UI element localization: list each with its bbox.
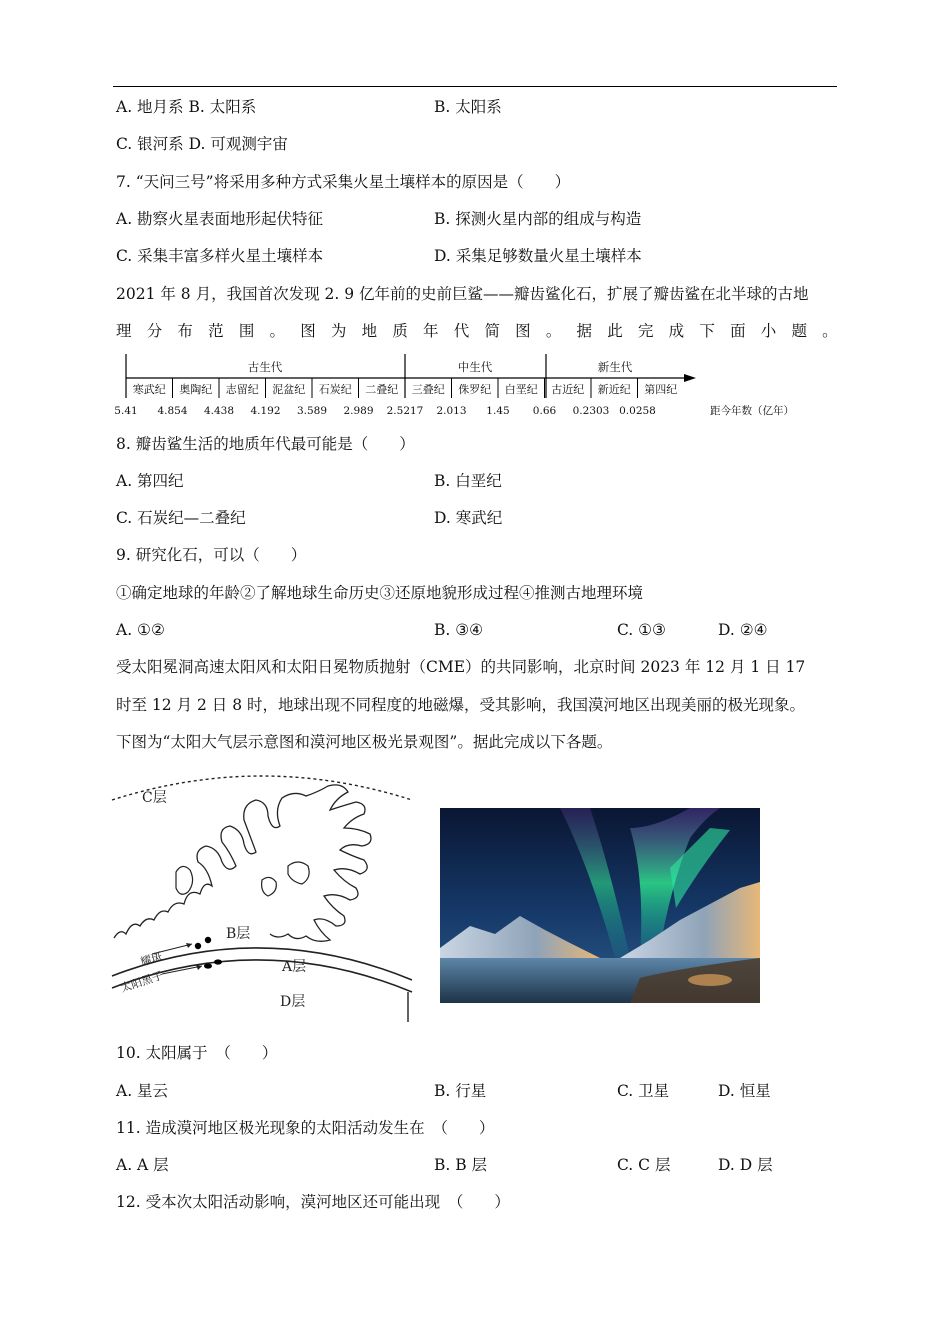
prominence-loop bbox=[288, 862, 309, 884]
q9-option-d: D. ②④ bbox=[718, 621, 768, 639]
prominence-loop bbox=[176, 866, 193, 894]
q11-option-b: B. B 层 bbox=[434, 1156, 488, 1174]
q12-stem: 12. 受本次太阳活动影响，漠河地区还可能出现 （ ） bbox=[116, 1193, 510, 1211]
q7-option-a: A. 勘察火星表面地形起伏特征 bbox=[116, 210, 324, 228]
passage1-line2-char: 代 bbox=[453, 322, 470, 340]
q10-option-a: A. 星云 bbox=[116, 1082, 169, 1100]
period-label: 石炭纪 bbox=[318, 383, 352, 396]
q10-option-b: B. 行星 bbox=[434, 1082, 487, 1100]
boundary-age-label: 5.41 bbox=[114, 405, 138, 417]
era-cenozoic: 新生代 bbox=[597, 360, 633, 374]
geologic-timeline bbox=[112, 352, 794, 420]
boundary-age-label: 4.192 bbox=[250, 405, 281, 417]
q9-stem: 9. 研究化石，可以（ ） bbox=[116, 546, 307, 564]
passage1-line2-char: 年 bbox=[423, 322, 439, 340]
q9-option-b: B. ③④ bbox=[434, 621, 484, 639]
boundary-age-label: 0.0258 bbox=[619, 405, 656, 417]
q9-option-c: C. ①③ bbox=[617, 621, 666, 639]
q9-items: ①确定地球的年龄②了解地球生命历史③还原地貌形成过程④推测古地理环境 bbox=[116, 584, 644, 602]
boundary-age-label: 4.854 bbox=[157, 405, 188, 417]
mohe-aurora-photo bbox=[440, 808, 760, 1003]
boundary-age-label: 2.5217 bbox=[386, 405, 424, 417]
label-a-layer: A层 bbox=[282, 959, 307, 975]
passage1-line2-char: 简 bbox=[484, 322, 500, 340]
passage1-line2-char: 小 bbox=[760, 322, 777, 340]
q9-option-a: A. ①② bbox=[116, 621, 165, 639]
q7-option-c: C. 采集丰富多样火星土壤样本 bbox=[116, 247, 324, 265]
sunspot-dot bbox=[204, 963, 212, 968]
q8-option-d: D. 寒武纪 bbox=[434, 509, 503, 527]
q6-option-line2: C. 银河系 D. 可观测宇宙 bbox=[116, 135, 288, 153]
q11-stem: 11. 造成漠河地区极光现象的太阳活动发生在 （ ） bbox=[116, 1119, 495, 1137]
era-paleozoic: 古生代 bbox=[247, 360, 283, 374]
passage1-line2-char: 为 bbox=[330, 322, 347, 340]
q8-option-c: C. 石炭纪—二叠纪 bbox=[116, 509, 246, 527]
boundary-age-label: 1.45 bbox=[486, 405, 510, 417]
boundary-age-label: 2.989 bbox=[343, 405, 374, 417]
label-sunspot: 太阳黑子 bbox=[118, 968, 165, 995]
passage1-line2-char: 围 bbox=[238, 322, 255, 340]
label-c-layer: C层 bbox=[142, 790, 167, 806]
passage1-line2 bbox=[116, 321, 838, 341]
period-label: 新近纪 bbox=[597, 383, 631, 396]
flare-dot bbox=[205, 937, 211, 943]
prominence-loop bbox=[262, 877, 277, 896]
sunspot-dot bbox=[214, 959, 222, 964]
passage1-line2-char: 。 bbox=[269, 322, 286, 340]
boundary-age-label: 0.66 bbox=[532, 405, 557, 417]
period-label: 志留纪 bbox=[225, 383, 259, 396]
passage1-line2-char: 。 bbox=[822, 322, 838, 340]
q7-stem: 7. “天问三号”将采用多种方式采集火星土壤样本的原因是（ ） bbox=[116, 173, 571, 191]
passage1-line2-char: 地 bbox=[361, 322, 378, 340]
boundary-age-label: 2.013 bbox=[436, 405, 467, 417]
period-label: 寒武纪 bbox=[132, 383, 166, 396]
period-label: 泥盆纪 bbox=[272, 383, 306, 396]
q6-option-b: B. 太阳系 bbox=[434, 98, 502, 116]
q10-option-d: D. 恒星 bbox=[718, 1082, 771, 1100]
passage1-line2-char: 此 bbox=[607, 322, 623, 340]
q11-option-d: D. D 层 bbox=[718, 1156, 773, 1174]
q8-stem: 8. 瓣齿鲨生活的地质年代最可能是（ ） bbox=[116, 435, 415, 453]
passage1-line2-char: 面 bbox=[730, 322, 746, 340]
q7-option-d: D. 采集足够数量火星土壤样本 bbox=[434, 247, 642, 265]
flare-dot bbox=[195, 943, 201, 949]
period-label: 三叠纪 bbox=[411, 383, 445, 396]
q10-option-c: C. 卫星 bbox=[617, 1082, 670, 1100]
q7-option-b: B. 探测火星内部的组成与构造 bbox=[434, 210, 642, 228]
timeline-arrow-icon bbox=[684, 374, 696, 382]
solar-atmosphere-diagram bbox=[112, 770, 417, 1026]
boundary-age-label: 4.438 bbox=[203, 405, 235, 417]
passage1-line2-char: 据 bbox=[576, 322, 593, 340]
period-label: 古近纪 bbox=[551, 383, 585, 396]
q8-option-a: A. 第四纪 bbox=[116, 472, 184, 490]
passage1-line1: 2021 年 8 月，我国首次发现 2. 9 亿年前的史前巨鲨——瓣齿鲨化石，扩展了瓣齿鲨在北半球的古地 bbox=[116, 285, 809, 303]
chromosphere-prominences bbox=[114, 785, 371, 941]
period-label: 二叠纪 bbox=[365, 383, 399, 396]
passage1-line2-char: 分 bbox=[146, 322, 163, 340]
label-d-layer: D层 bbox=[280, 994, 306, 1010]
q11-option-a: A. A 层 bbox=[116, 1156, 169, 1174]
passage1-line2-char: 。 bbox=[545, 322, 562, 340]
passage1-line2-char: 范 bbox=[208, 322, 224, 340]
passage1-line2-char: 理 bbox=[116, 322, 132, 340]
q10-stem: 10. 太阳属于 （ ） bbox=[116, 1044, 278, 1062]
shore-rocks bbox=[688, 974, 732, 986]
q6-option-line1: A. 地月系 B. 太阳系 bbox=[116, 98, 257, 116]
period-label: 侏罗纪 bbox=[458, 383, 492, 396]
passage1-line2-char: 图 bbox=[300, 322, 316, 340]
passage2-line3: 下图为“太阳大气层示意图和漠河地区极光景观图”。据此完成以下各题。 bbox=[116, 733, 613, 751]
passage1-line2-char: 成 bbox=[668, 322, 685, 340]
boundary-age-label: 0.2303 bbox=[572, 405, 610, 417]
passage1-line2-char: 下 bbox=[699, 322, 715, 340]
header-rule bbox=[113, 86, 837, 87]
passage2-line2: 时至 12 月 2 日 8 时，地球出现不同程度的地磁爆，受其影响，我国漠河地区出现美丽的极光现象。 bbox=[116, 696, 806, 714]
q11-option-c: C. C 层 bbox=[617, 1156, 671, 1174]
passage1-line2-char: 布 bbox=[177, 322, 193, 340]
era-mesozoic: 中生代 bbox=[457, 360, 493, 374]
passage2-line1: 受太阳冕洞高速太阳风和太阳日冕物质抛射（CME）的共同影响，北京时间 2023 年 12 月 1 日 17 bbox=[116, 658, 806, 676]
label-flare: 耀斑 bbox=[138, 949, 164, 969]
passage1-line2-char: 图 bbox=[515, 322, 531, 340]
timeline-axis-label: 距今年数（亿年） bbox=[710, 405, 794, 417]
period-label: 第四纪 bbox=[644, 383, 678, 396]
period-label: 白垩纪 bbox=[504, 383, 538, 396]
label-b-layer: B层 bbox=[226, 926, 251, 942]
passage1-line2-char: 完 bbox=[637, 322, 654, 340]
period-label: 奥陶纪 bbox=[179, 383, 213, 396]
boundary-age-label: 3.589 bbox=[296, 405, 328, 417]
passage1-line2-char: 题 bbox=[791, 322, 807, 340]
q8-option-b: B. 白垩纪 bbox=[434, 472, 502, 490]
passage1-line2-char: 质 bbox=[392, 322, 408, 340]
